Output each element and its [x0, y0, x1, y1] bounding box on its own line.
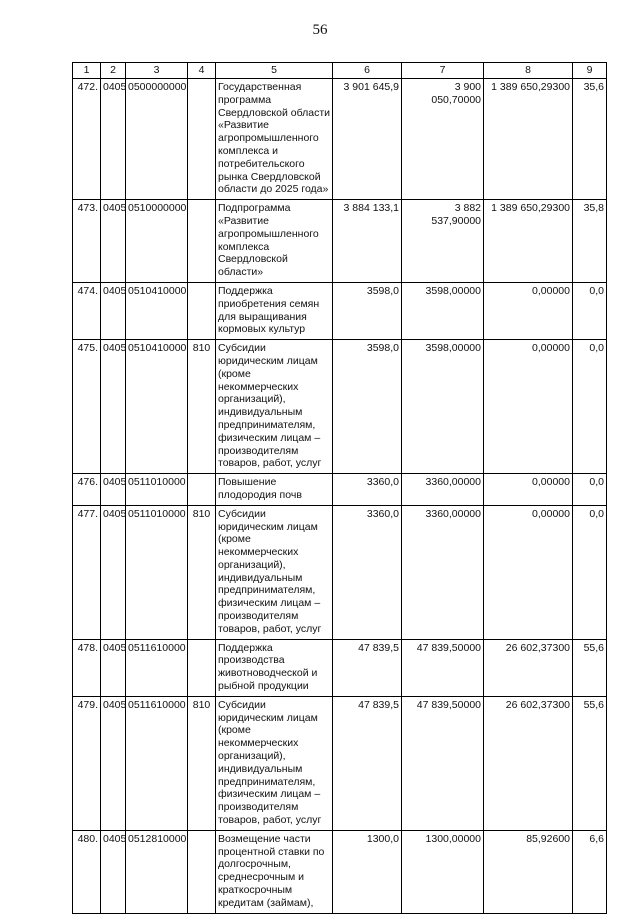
column-header: 1: [73, 63, 101, 79]
value-col9: 0,0: [573, 282, 607, 339]
value-col9: 35,8: [573, 200, 607, 283]
table-row: [73, 340, 607, 474]
row-number: 477.: [73, 505, 101, 639]
value-col8: 1 389 650,29300: [484, 79, 573, 200]
value-col7: 3360,00000: [402, 474, 484, 506]
section-code: 0405: [101, 505, 126, 639]
value-col9: 0,0: [573, 474, 607, 506]
value-col7: 1300,00000: [402, 830, 484, 913]
value-col7: 3 900 050,70000: [402, 79, 484, 200]
table-row: [73, 282, 607, 339]
value-col6: 3360,0: [333, 505, 402, 639]
table-row: [73, 200, 607, 283]
expense-type: [188, 200, 216, 283]
value-col9: 55,6: [573, 696, 607, 830]
value-col6: 3598,0: [333, 282, 402, 339]
table-row: [73, 639, 607, 696]
row-number: 473.: [73, 200, 101, 283]
section-code: 0405: [101, 282, 126, 339]
row-number: 472.: [73, 79, 101, 200]
item-name: Субсидии юридическим лицам (кроме некоммерческих организаций), индивидуальным предпринимателям, физическим лицам – производителям товаров, работ, услуг: [216, 696, 333, 830]
column-header: 2: [101, 63, 126, 79]
header-row: [73, 63, 607, 79]
section-code: 0405: [101, 340, 126, 474]
value-col8: 26 602,37300: [484, 696, 573, 830]
item-name: Повышение плодородия почв: [216, 474, 333, 506]
column-header: 7: [402, 63, 484, 79]
target-code: 0511010000: [126, 474, 188, 506]
value-col9: 0,0: [573, 505, 607, 639]
row-number: 475.: [73, 340, 101, 474]
value-col8: 26 602,37300: [484, 639, 573, 696]
target-code: 0500000000: [126, 79, 188, 200]
value-col7: 3598,00000: [402, 340, 484, 474]
row-number: 480.: [73, 830, 101, 913]
row-number: 474.: [73, 282, 101, 339]
value-col9: 55,6: [573, 639, 607, 696]
value-col7: 3598,00000: [402, 282, 484, 339]
section-code: 0405: [101, 79, 126, 200]
expense-type: [188, 474, 216, 506]
expense-type: [188, 282, 216, 339]
item-name: Субсидии юридическим лицам (кроме некоммерческих организаций), индивидуальным предпринимателям, физическим лицам – производителям товаров, работ, услуг: [216, 340, 333, 474]
target-code: 0511610000: [126, 639, 188, 696]
section-code: 0405: [101, 830, 126, 913]
value-col6: 3 901 645,9: [333, 79, 402, 200]
value-col7: 47 839,50000: [402, 696, 484, 830]
value-col6: 47 839,5: [333, 696, 402, 830]
item-name: Возмещение части процентной ставки по долгосрочным, среднесрочным и краткосрочным кредитам (займам),: [216, 830, 333, 913]
page-number: 56: [312, 22, 328, 38]
value-col9: 6,6: [573, 830, 607, 913]
section-code: 0405: [101, 696, 126, 830]
value-col6: 3360,0: [333, 474, 402, 506]
value-col8: 1 389 650,29300: [484, 200, 573, 283]
column-header: 6: [333, 63, 402, 79]
column-header: 8: [484, 63, 573, 79]
value-col8: 0,00000: [484, 282, 573, 339]
value-col9: 0,0: [573, 340, 607, 474]
section-code: 0405: [101, 200, 126, 283]
value-col8: 85,92600: [484, 830, 573, 913]
value-col7: 3 882 537,90000: [402, 200, 484, 283]
table-row: [73, 505, 607, 639]
table-row: [73, 79, 607, 200]
target-code: 0510410000: [126, 282, 188, 339]
item-name: Подпрограмма «Развитие агропромышленного комплекса Свердловской области»: [216, 200, 333, 283]
expense-type: 810: [188, 505, 216, 639]
value-col8: 0,00000: [484, 505, 573, 639]
item-name: Субсидии юридическим лицам (кроме некоммерческих организаций), индивидуальным предпринимателям, физическим лицам – производителям товаров, работ, услуг: [216, 505, 333, 639]
table-row: [73, 474, 607, 506]
column-header: 4: [188, 63, 216, 79]
value-col8: 0,00000: [484, 340, 573, 474]
value-col6: 3 884 133,1: [333, 200, 402, 283]
target-code: 0510000000: [126, 200, 188, 283]
column-header: 5: [216, 63, 333, 79]
row-number: 479.: [73, 696, 101, 830]
target-code: 0511610000: [126, 696, 188, 830]
table-row: [73, 696, 607, 830]
value-col7: 47 839,50000: [402, 639, 484, 696]
expense-type: 810: [188, 340, 216, 474]
value-col6: 1300,0: [333, 830, 402, 913]
item-name: Поддержка приобретения семян для выращивания кормовых культур: [216, 282, 333, 339]
value-col7: 3360,00000: [402, 505, 484, 639]
target-code: 0510410000: [126, 340, 188, 474]
expense-type: [188, 639, 216, 696]
target-code: 0511010000: [126, 505, 188, 639]
expense-type: 810: [188, 696, 216, 830]
row-number: 478.: [73, 639, 101, 696]
item-name: Государственная программа Свердловской области «Развитие агропромышленного комплекса и потребительского рынка Свердловской области до 2025 года»: [216, 79, 333, 200]
target-code: 0512810000: [126, 830, 188, 913]
expense-type: [188, 79, 216, 200]
section-code: 0405: [101, 639, 126, 696]
value-col6: 47 839,5: [333, 639, 402, 696]
column-header: 3: [126, 63, 188, 79]
value-col6: 3598,0: [333, 340, 402, 474]
section-code: 0405: [101, 474, 126, 506]
expense-type: [188, 830, 216, 913]
budget-table: [72, 62, 607, 914]
value-col8: 0,00000: [484, 474, 573, 506]
table-row: [73, 830, 607, 913]
item-name: Поддержка производства животноводческой и рыбной продукции: [216, 639, 333, 696]
column-header: 9: [573, 63, 607, 79]
row-number: 476.: [73, 474, 101, 506]
value-col9: 35,6: [573, 79, 607, 200]
